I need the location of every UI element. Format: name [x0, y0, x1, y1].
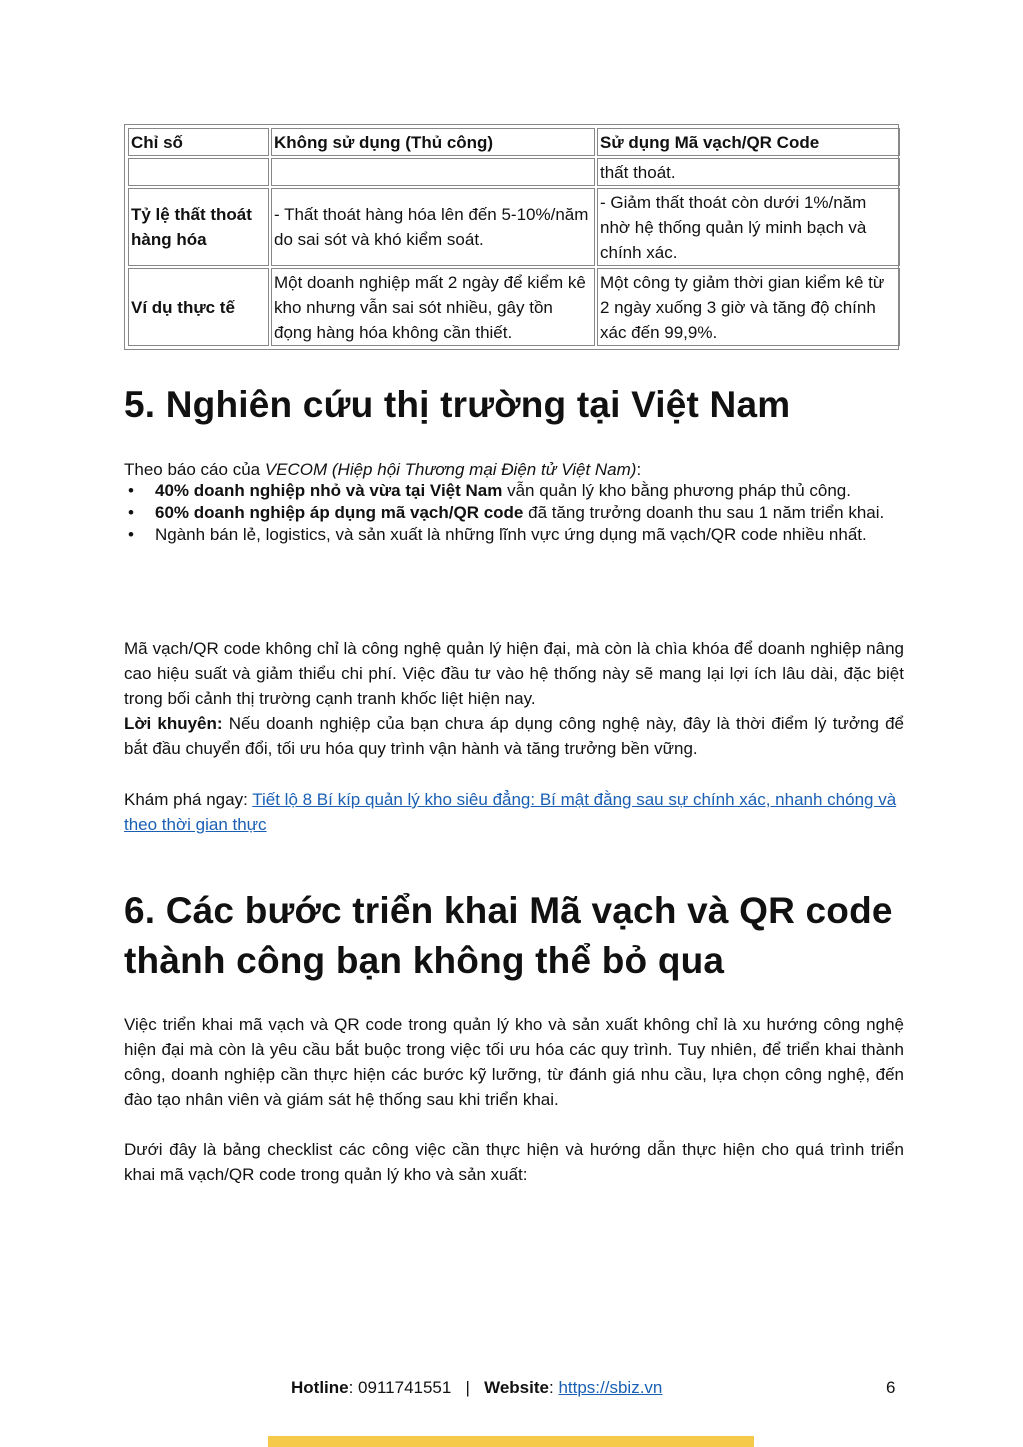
table-cell: Ví dụ thực tế: [128, 268, 269, 346]
intro-prefix: Theo báo cáo của: [124, 460, 265, 479]
list-item-bold: 60% doanh nghiệp áp dụng mã vạch/QR code: [155, 503, 524, 522]
hotline-label: Hotline: [291, 1378, 349, 1397]
section-6-heading-line2: thành công bạn không thể bỏ qua: [124, 940, 725, 981]
footer-separator: |: [451, 1378, 485, 1397]
list-item-text: Ngành bán lẻ, logistics, và sản xuất là những lĩnh vực ứng dụng mã vạch/QR code nhiều nhất.: [155, 525, 867, 544]
section-6-heading-line1: 6. Các bước triển khai Mã vạch và QR code: [124, 890, 893, 931]
table-cell: [128, 158, 269, 186]
comparison-table: [124, 124, 899, 350]
advice-text: Nếu doanh nghiệp của bạn chưa áp dụng công nghệ này, đây là thời điểm lý tưởng để bắt đầu chuyển đổi, tối ưu hóa quy trình vận hành và tăng trưởng bền vững.: [124, 714, 904, 758]
list-item: [124, 502, 904, 524]
section-6-paragraph-1: Việc triển khai mã vạch và QR code trong quản lý kho và sản xuất không chỉ là xu hướng công nghệ hiện đại mà còn là yêu cầu bắt buộc trong việc tối ưu hóa các quy trình. Tuy nhiên, để triển khai thành công, doanh nghiệp cần thực hiện các bước kỹ lưỡng, từ đánh giá nhu cầu, lựa chọn công nghệ, đến đào tạo nhân viên và giám sát hệ thống sau khi triển khai.: [124, 1015, 904, 1109]
table-cell: Tỷ lệ thất thoát hàng hóa: [128, 188, 269, 266]
intro-source: VECOM (Hiệp hội Thương mại Điện tử Việt Nam): [264, 460, 637, 479]
page-number: 6: [886, 1378, 896, 1397]
table-row: [128, 188, 900, 266]
table-cell: - Giảm thất thoát còn dưới 1%/năm nhờ hệ thống quản lý minh bạch và chính xác.: [597, 188, 900, 266]
table-header-cell: Sử dụng Mã vạch/QR Code: [597, 128, 900, 156]
table-cell: - Thất thoát hàng hóa lên đến 5-10%/năm do sai sót và khó kiểm soát.: [271, 188, 595, 266]
table-header-cell: Chỉ số: [128, 128, 269, 156]
explore-label: Khám phá ngay:: [124, 790, 253, 809]
website-colon: :: [548, 1378, 559, 1397]
intro-paragraph: [124, 457, 904, 482]
list-item: [124, 480, 904, 502]
table-cell: Một công ty giảm thời gian kiểm kê từ 2 ngày xuống 3 giờ và tăng độ chính xác đến 99,9%.: [597, 268, 900, 346]
bullet-icon: •: [128, 481, 134, 500]
conclusion-paragraph: Mã vạch/QR code không chỉ là công nghệ quản lý hiện đại, mà còn là chìa khóa để doanh nghiệp nâng cao hiệu suất và giảm thiểu chi phí. Việc đầu tư vào hệ thống này sẽ mang lại lợi ích lâu dài, đặc biệt trong bối cảnh thị trường cạnh tranh khốc liệt hiện nay.: [124, 639, 904, 708]
section-6-paragraph-2: Dưới đây là bảng checklist các công việc cần thực hiện và hướng dẫn thực hiện cho quá trình triển khai mã vạch/QR code trong quản lý kho và sản xuất:: [124, 1140, 904, 1184]
advice-paragraph: [124, 711, 904, 761]
table-cell: [271, 158, 595, 186]
section-5-heading: 5. Nghiên cứu thị trường tại Việt Nam: [124, 384, 791, 425]
list-item-text: đã tăng trưởng doanh thu sau 1 năm triển khai.: [523, 503, 885, 522]
table-header-cell: Không sử dụng (Thủ công): [271, 128, 595, 156]
website-link[interactable]: https://sbiz.vn: [558, 1378, 663, 1397]
list-item-text: vẫn quản lý kho bằng phương pháp thủ công.: [502, 481, 851, 500]
section-6-heading: [124, 886, 893, 986]
explore-paragraph: [124, 787, 904, 837]
website-label: Website: [484, 1378, 549, 1397]
intro-suffix: :: [636, 460, 642, 479]
table-cell: thất thoát.: [597, 158, 900, 186]
advice-label: Lời khuyên:: [124, 714, 223, 733]
explore-link[interactable]: Tiết lộ 8 Bí kíp quản lý kho siêu đẳng: Bí mật đằng sau sự chính xác, nhanh chóng và theo thời gian thực: [124, 790, 897, 834]
list-item-bold: 40% doanh nghiệp nhỏ và vừa tại Việt Nam: [155, 481, 503, 500]
list-item: [124, 524, 904, 546]
table-header-row: [128, 128, 900, 156]
table-cell: Một doanh nghiệp mất 2 ngày để kiểm kê kho nhưng vẫn sai sót nhiều, gây tồn đọng hàng hóa không cần thiết.: [271, 268, 595, 346]
market-stats-list: [124, 480, 904, 546]
table-row: [128, 268, 900, 346]
table-row: [128, 158, 900, 186]
footer-accent-bar: [268, 1436, 754, 1447]
bullet-icon: •: [128, 525, 134, 544]
hotline-value: : 0911741551: [348, 1378, 452, 1397]
bullet-icon: •: [128, 503, 134, 522]
footer-contact: [291, 1376, 662, 1400]
